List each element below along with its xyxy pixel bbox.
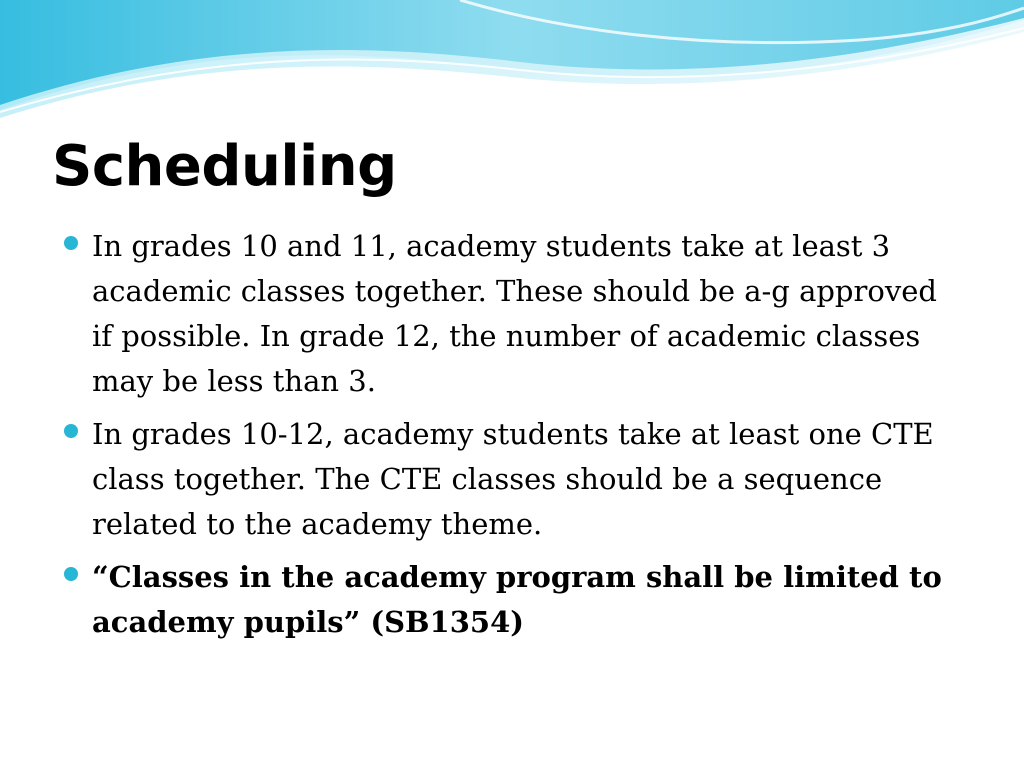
bullet-text-quote: “Classes in the academy program shall be limited to academy pupils” (SB1354) (92, 560, 942, 639)
bullet-list (64, 224, 964, 653)
bullet-dot-icon (64, 236, 78, 250)
bullet-item (64, 224, 964, 404)
header-wave-decoration (0, 0, 1024, 130)
bullet-dot-icon (64, 567, 78, 581)
bullet-dot-icon (64, 424, 78, 438)
bullet-text: In grades 10-12, academy students take at least one CTE class together. The CTE classes should be a sequence related to the academy theme. (92, 417, 934, 541)
bullet-item (64, 555, 964, 645)
slide-title: Scheduling (52, 134, 397, 199)
bullet-item (64, 412, 964, 547)
bullet-text: In grades 10 and 11, academy students take at least 3 academic classes together. These should be a-g approved if possible. In grade 12, the number of academic classes may be less than 3. (92, 229, 937, 398)
